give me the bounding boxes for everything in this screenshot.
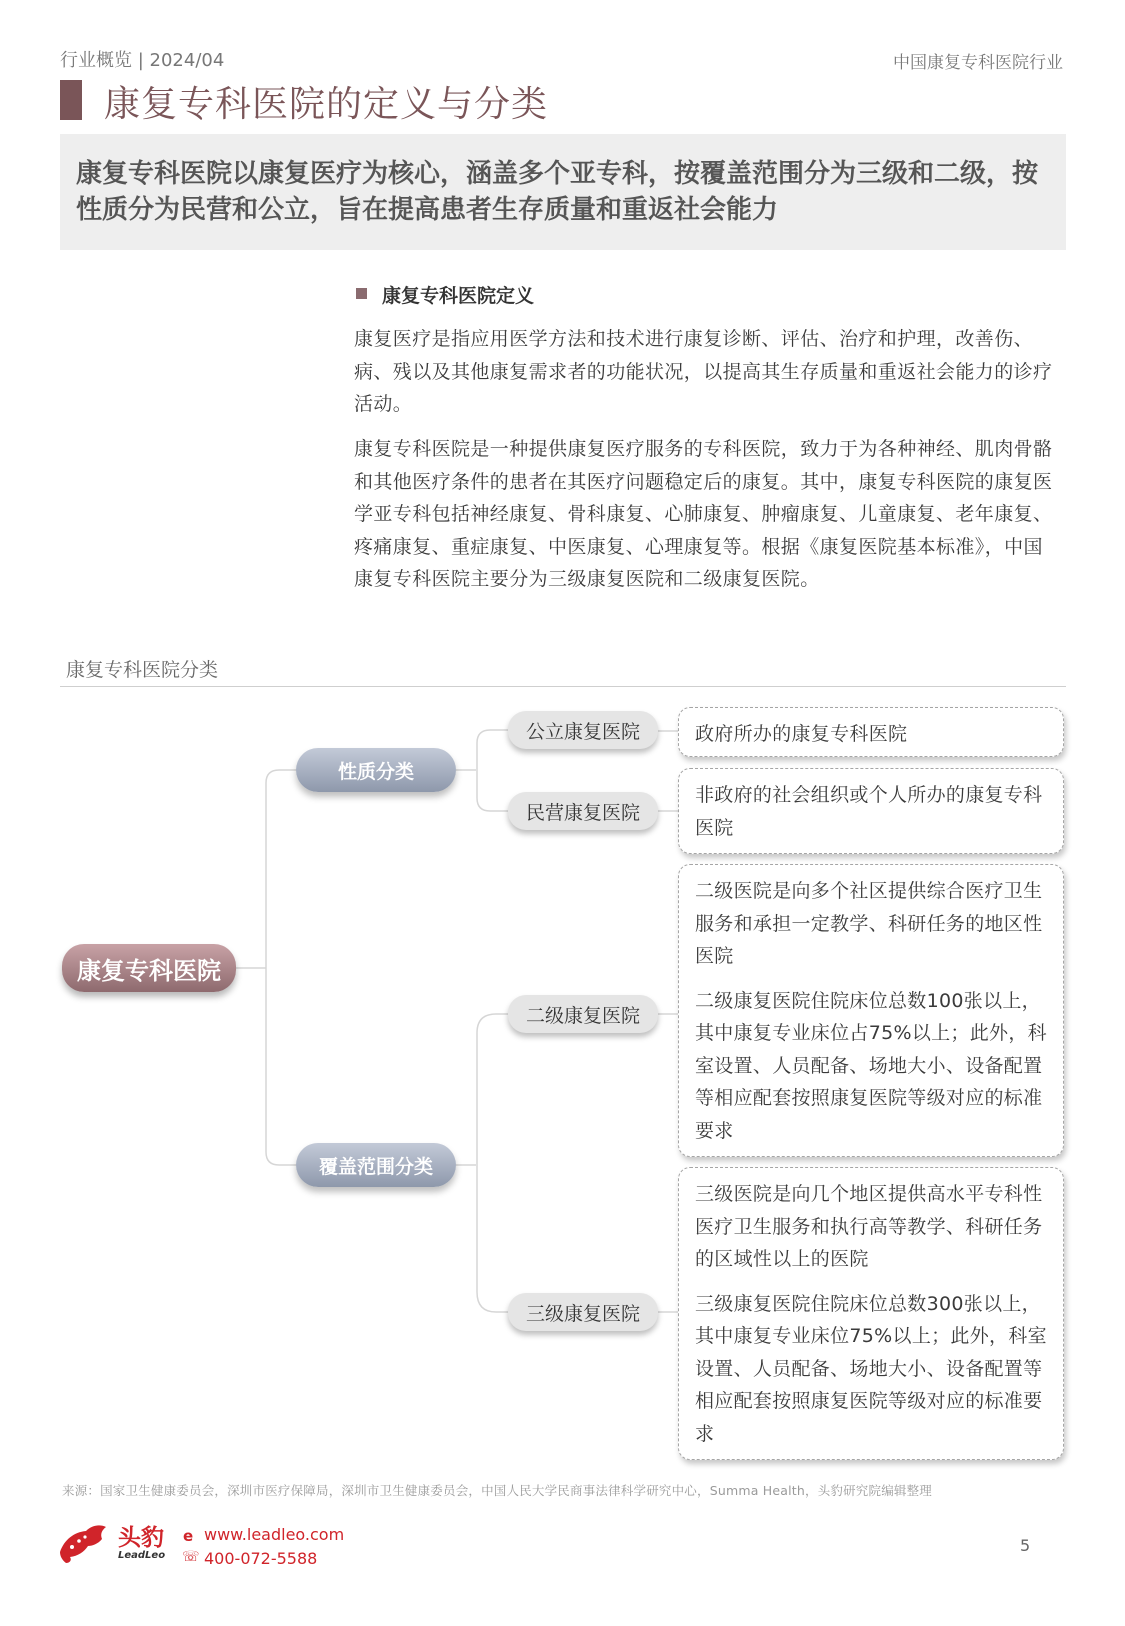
header-report-name: 中国康复专科医院行业 bbox=[893, 53, 1063, 73]
level3-hospital-node: 三级康复医院 bbox=[508, 1293, 658, 1331]
public-hospital-desc bbox=[678, 707, 1064, 757]
web-icon: e bbox=[183, 1527, 194, 1545]
phone-icon: ☏ bbox=[182, 1549, 200, 1565]
leopard-logo-icon bbox=[58, 1522, 108, 1564]
level3-desc-standard: 三级康复医院住院床位总数300张以上，其中康复专业床位75%以上；此外，科室设置、人员配备、场地大小、设备配置等相应配套按照康复医院等级对应的标准要求 bbox=[695, 1292, 1047, 1445]
logo-chinese-text: 头豹 bbox=[118, 1525, 164, 1551]
page-title: 康复专科医院的定义与分类 bbox=[104, 84, 549, 125]
coverage-category-node: 覆盖范围分类 bbox=[296, 1143, 456, 1187]
level3-desc-definition: 三级医院是向几个地区提供高水平专科性医疗卫生服务和执行高等教学、科研任务的区域性以上的医院 bbox=[695, 1183, 1043, 1270]
classification-title: 康复专科医院分类 bbox=[66, 659, 219, 681]
page-number: 5 bbox=[1020, 1536, 1031, 1555]
definition-paragraph-2: 康复专科医院是一种提供康复医疗服务的专科医院，致力于为各种神经、肌肉骨骼和其他医疗条件的患者在其医疗问题稳定后的康复。其中，康复专科医院的康复医学亚专科包括神经康复、骨科康复、心肺康复、肿瘤康复、儿童康复、老年康复、疼痛康复、重症康复、中医康复、心理康复等。根据《康复医院基本标准》，中国康复专科医院主要分为三级康复医院和二级康复医院。 bbox=[354, 438, 1053, 590]
private-hospital-node: 民营康复医院 bbox=[508, 792, 658, 830]
level2-hospital-desc bbox=[678, 864, 1064, 1157]
header-category-date: 行业概览 | 2024/04 bbox=[60, 50, 225, 71]
level2-hospital-node: 二级康复医院 bbox=[508, 995, 658, 1033]
logo-english-text: LeadLeo bbox=[118, 1550, 166, 1561]
summary-text: 康复专科医院以康复医疗为核心，涵盖多个亚专科，按覆盖范围分为三级和二级，按性质分为民营和公立，旨在提高患者生存质量和重返社会能力 bbox=[76, 159, 1039, 225]
private-hospital-desc bbox=[678, 768, 1064, 854]
nature-category-node: 性质分类 bbox=[296, 748, 456, 792]
phone-number: 400-072-5588 bbox=[204, 1549, 318, 1568]
public-hospital-node: 公立康复医院 bbox=[508, 711, 658, 749]
definition-heading: 康复专科医院定义 bbox=[382, 285, 535, 307]
private-hospital-desc-text: 非政府的社会组织或个人所办的康复专科医院 bbox=[695, 784, 1043, 839]
website-link[interactable]: www.leadleo.com bbox=[204, 1525, 345, 1544]
public-hospital-desc-text: 政府所办的康复专科医院 bbox=[695, 723, 908, 745]
level3-hospital-desc bbox=[678, 1167, 1064, 1460]
level2-desc-definition: 二级医院是向多个社区提供综合医疗卫生服务和承担一定教学、科研任务的地区性医院 bbox=[695, 880, 1043, 967]
level2-desc-standard: 二级康复医院住院床位总数100张以上，其中康复专业床位占75%以上；此外，科室设置、人员配备、场地大小、设备配置等相应配套按照康复医院等级对应的标准要求 bbox=[695, 989, 1047, 1142]
tree-root-node: 康复专科医院 bbox=[62, 944, 236, 992]
definition-paragraph-1: 康复医疗是指应用医学方法和技术进行康复诊断、评估、治疗和护理，改善伤、病、残以及其他康复需求者的功能状况，以提高其生存质量和重返社会能力的诊疗活动。 bbox=[354, 328, 1053, 415]
source-note: 来源：国家卫生健康委员会，深圳市医疗保障局，深圳市卫生健康委员会，中国人民大学民商事法律科学研究中心，Summa Health，头豹研究院编辑整理 bbox=[62, 1483, 932, 1498]
